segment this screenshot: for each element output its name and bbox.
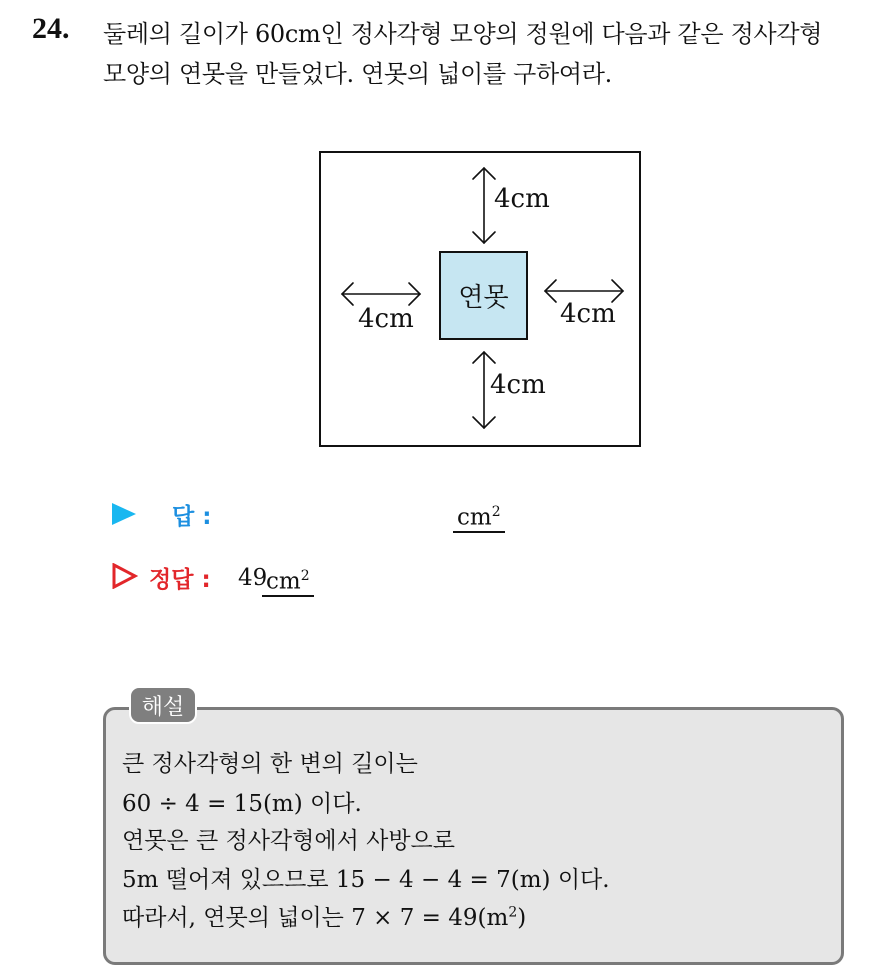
question-number: 24. (32, 12, 70, 45)
explanation-line-1: 큰 정사각형의 한 변의 길이는 (122, 751, 418, 777)
explanation-line-5-main: 따라서, 연못의 넓이는 7 × 7 = 49(m (122, 905, 509, 931)
correct-unit-exponent: 2 (300, 568, 310, 584)
left-dimension-label: 4cm (358, 304, 414, 334)
explanation-line-5-exponent: 2 (508, 904, 518, 921)
answer-marker-icon (112, 503, 136, 525)
question-text-line-1: 둘레의 길이가 60cm인 정사각형 모양의 정원에 다음과 같은 정사각형 (103, 20, 823, 48)
answer-label: 답 : (172, 504, 212, 530)
answer-unit-exponent: 2 (491, 504, 501, 520)
explanation-line-3: 연못은 큰 정사각형에서 사방으로 (122, 828, 455, 854)
explanation-line-5 (122, 899, 526, 932)
explanation-line-4: 5m 떨어져 있으므로 15 − 4 − 4 = 7(m) 이다. (122, 867, 610, 893)
bottom-dimension-label: 4cm (490, 370, 546, 400)
answer-unit-text: cm (457, 504, 492, 531)
explanation-line-2: 60 ÷ 4 = 15(m) 이다. (122, 791, 362, 817)
correct-answer-label: 정답 : (149, 567, 211, 593)
explanation-line-5-end: ) (517, 905, 527, 931)
correct-marker-icon (112, 563, 138, 589)
correct-unit-text: cm (266, 568, 301, 595)
right-dimension-label: 4cm (560, 299, 616, 329)
correct-answer-unit (262, 563, 314, 597)
pond-label: 연못 (458, 283, 509, 313)
question-text-line-2: 모양의 연못을 만들었다. 연못의 넓이를 구하여라. (103, 60, 612, 88)
explanation-tab: 해설 (129, 686, 197, 724)
top-dimension-label: 4cm (494, 184, 550, 214)
correct-answer-value: 49 (238, 565, 268, 591)
answer-blank-unit[interactable] (453, 499, 505, 533)
